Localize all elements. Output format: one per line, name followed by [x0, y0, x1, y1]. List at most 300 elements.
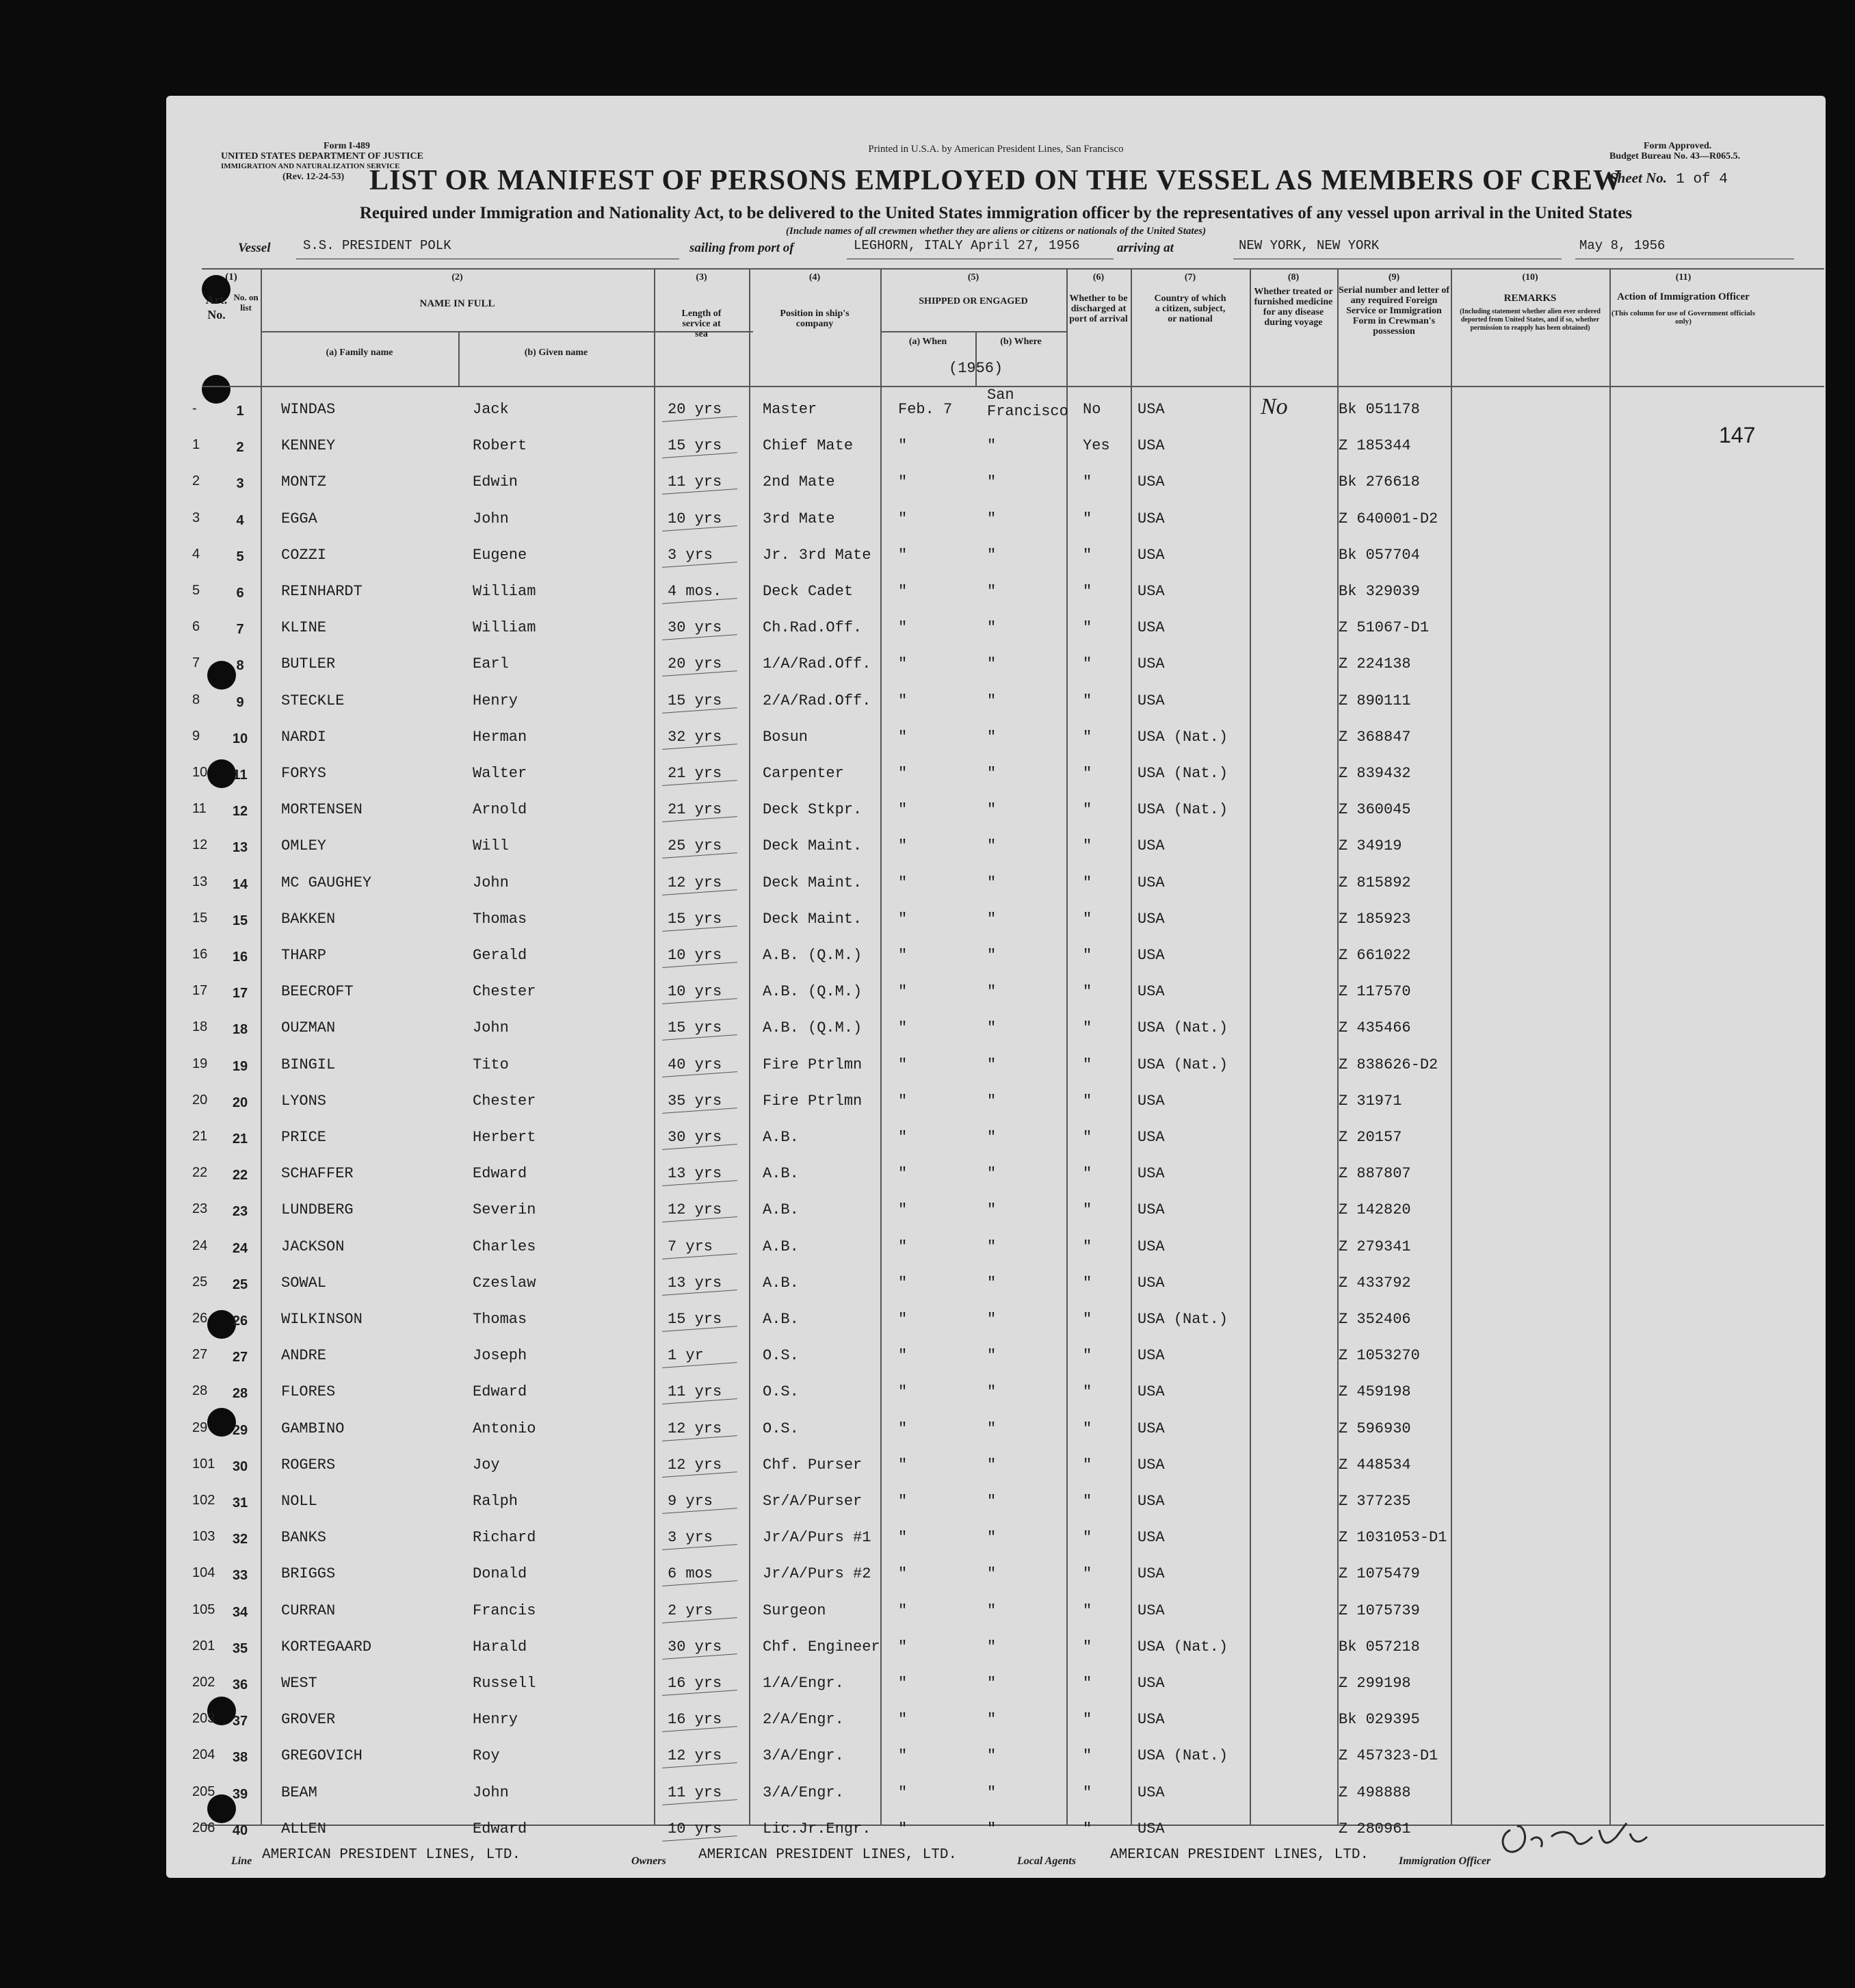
row-service: 15 yrs [668, 692, 722, 709]
row-where: " [987, 437, 997, 454]
row-country: USA [1137, 619, 1165, 636]
row-family-name: SCHAFFER [281, 1165, 354, 1182]
row-when: " [898, 1675, 908, 1692]
row-where: " [987, 1602, 997, 1619]
row-service: 16 yrs [668, 1711, 722, 1728]
row-given-name: Thomas [473, 1311, 527, 1328]
row-list-no: 1 [236, 404, 244, 419]
row-service: 12 yrs [668, 1201, 722, 1218]
row-serial: Z 142820 [1339, 1201, 1411, 1218]
row-given-name: John [473, 1784, 509, 1801]
row-family-name: SOWAL [281, 1274, 327, 1292]
row-serial: Z 51067-D1 [1339, 619, 1430, 636]
table-row [166, 1595, 1826, 1632]
row-where: " [987, 983, 997, 1000]
row-art-no: 7 [192, 655, 200, 670]
row-country: USA [1137, 1784, 1165, 1801]
row-list-no: 21 [232, 1132, 248, 1147]
agents-value: AMERICAN PRESIDENT LINES, LTD. [1110, 1847, 1369, 1863]
row-serial: Z 20157 [1339, 1129, 1402, 1146]
row-position: A.B. [763, 1201, 799, 1218]
row-when: " [898, 1420, 908, 1437]
row-art-no: 2 [192, 473, 200, 488]
row-list-no: 19 [232, 1059, 248, 1074]
row-country: USA [1137, 401, 1165, 418]
row-list-no: 3 [236, 476, 244, 491]
row-given-name: Joy [473, 1456, 500, 1474]
vessel-name: S.S. PRESIDENT POLK [303, 238, 451, 253]
row-given-name: Charles [473, 1238, 536, 1255]
table-row [166, 430, 1826, 467]
row-discharged: No [1083, 401, 1101, 418]
row-position: Bosun [763, 729, 808, 746]
row-serial: Bk 276618 [1339, 473, 1420, 491]
arriving-label: arriving at [1117, 241, 1174, 255]
row-service: 40 yrs [668, 1056, 722, 1073]
row-serial: Z 596930 [1339, 1420, 1411, 1437]
approval-block [1609, 141, 1740, 161]
row-where: " [987, 655, 997, 672]
row-position: Lic.Jr.Engr. [763, 1820, 871, 1837]
row-given-name: Edward [473, 1383, 527, 1400]
row-service: 30 yrs [668, 619, 722, 636]
row-list-no: 31 [232, 1495, 248, 1510]
row-where: " [987, 1711, 997, 1728]
row-serial: Z 890111 [1339, 692, 1411, 709]
row-art-no: 20 [192, 1093, 208, 1108]
row-list-no: 37 [232, 1714, 248, 1729]
row-service: 12 yrs [668, 1456, 722, 1474]
row-art-no: 18 [192, 1019, 208, 1034]
table-row [166, 387, 1826, 430]
row-position: O.S. [763, 1420, 799, 1437]
row-list-no: 30 [232, 1459, 248, 1474]
row-position: A.B. [763, 1274, 799, 1292]
table-row [166, 1740, 1826, 1777]
table-row [166, 976, 1826, 1012]
row-when: " [898, 911, 908, 928]
row-list-no: 6 [236, 586, 244, 601]
row-family-name: KLINE [281, 619, 327, 636]
row-serial: Z 887807 [1339, 1165, 1411, 1182]
row-position: 2/A/Rad.Off. [763, 692, 871, 709]
row-position: 1/A/Rad.Off. [763, 655, 871, 672]
row-family-name: BRIGGS [281, 1565, 336, 1582]
row-discharged: " [1083, 1347, 1092, 1364]
row-where: " [987, 547, 997, 564]
row-family-name: MC GAUGHEY [281, 874, 372, 891]
row-family-name: NARDI [281, 729, 327, 746]
vessel-info-row [166, 238, 1826, 259]
row-family-name: MORTENSEN [281, 801, 363, 818]
row-service: 35 yrs [668, 1093, 722, 1110]
row-art-no: 101 [192, 1456, 215, 1472]
row-when: " [898, 1456, 908, 1474]
row-service: 11 yrs [668, 473, 722, 491]
row-given-name: Will [473, 837, 509, 854]
row-serial: Z 640001-D2 [1339, 510, 1438, 527]
row-when: " [898, 947, 908, 964]
row-service: 15 yrs [668, 1019, 722, 1036]
row-country: USA [1137, 947, 1165, 964]
row-list-no: 36 [232, 1677, 248, 1692]
row-service: 15 yrs [668, 437, 722, 454]
row-when: " [898, 1274, 908, 1292]
row-country: USA [1137, 583, 1165, 600]
row-discharged: " [1083, 583, 1092, 600]
row-family-name: MONTZ [281, 473, 327, 491]
row-given-name: Edward [473, 1820, 527, 1837]
row-where: " [987, 1129, 997, 1146]
table-row [166, 1086, 1826, 1122]
row-service: 12 yrs [668, 1420, 722, 1437]
row-discharged: " [1083, 1638, 1092, 1656]
row-family-name: THARP [281, 947, 327, 964]
row-family-name: OMLEY [281, 837, 327, 854]
row-serial: Bk 329039 [1339, 583, 1420, 600]
row-family-name: WINDAS [281, 401, 336, 418]
row-serial: Z 815892 [1339, 874, 1411, 891]
row-discharged: " [1083, 1820, 1092, 1837]
row-position: Fire Ptrlmn [763, 1056, 863, 1073]
row-family-name: BEAM [281, 1784, 317, 1801]
row-position: Jr/A/Purs #2 [763, 1565, 871, 1582]
row-given-name: Gerald [473, 947, 527, 964]
row-serial: Bk 057704 [1339, 547, 1420, 564]
row-position: 3rd Mate [763, 510, 835, 527]
row-discharged: " [1083, 1602, 1092, 1619]
service-name: IMMIGRATION AND NATURALIZATION SERVICE [221, 162, 400, 170]
table-row [166, 1668, 1826, 1704]
row-art-no: 104 [192, 1565, 215, 1580]
row-art-no: 205 [192, 1784, 215, 1799]
row-given-name: Walter [473, 765, 527, 782]
row-medicine: No [1261, 394, 1288, 419]
table-row [166, 1340, 1826, 1376]
row-family-name: GREGOVICH [281, 1747, 363, 1764]
row-art-no: 26 [192, 1311, 208, 1326]
table-row [166, 1194, 1826, 1231]
row-serial: Z 185344 [1339, 437, 1411, 454]
row-given-name: John [473, 874, 509, 891]
row-service: 30 yrs [668, 1129, 722, 1146]
row-where: " [987, 1165, 997, 1182]
arrival-date: May 8, 1956 [1579, 238, 1666, 253]
row-family-name: CURRAN [281, 1602, 336, 1619]
row-list-no: 34 [232, 1605, 248, 1620]
row-position: Deck Cadet [763, 583, 854, 600]
table-row [166, 1231, 1826, 1268]
officer-label: Immigration Officer [1399, 1855, 1491, 1867]
row-discharged: " [1083, 1056, 1092, 1073]
row-where: " [987, 911, 997, 928]
row-when: " [898, 1311, 908, 1328]
row-serial: Z 459198 [1339, 1383, 1411, 1400]
row-position: A.B. [763, 1165, 799, 1182]
row-country: USA (Nat.) [1137, 801, 1228, 818]
row-list-no: 4 [236, 513, 244, 528]
row-serial: Z 1031053-D1 [1339, 1529, 1447, 1546]
row-country: USA [1137, 1238, 1165, 1255]
row-position: 2nd Mate [763, 473, 835, 491]
row-given-name: Eugene [473, 547, 527, 564]
row-country: USA [1137, 837, 1165, 854]
row-given-name: Robert [473, 437, 527, 454]
row-country: USA (Nat.) [1137, 1638, 1228, 1656]
row-given-name: Henry [473, 1711, 518, 1728]
row-country: USA [1137, 1129, 1165, 1146]
agents-label: Local Agents [1017, 1855, 1077, 1867]
row-given-name: Herbert [473, 1129, 536, 1146]
sheet-label: Sheet No. [1609, 170, 1667, 186]
row-family-name: GAMBINO [281, 1420, 345, 1437]
row-when: " [898, 1019, 908, 1036]
row-position: O.S. [763, 1383, 799, 1400]
table-row [166, 1450, 1826, 1486]
row-given-name: Chester [473, 1093, 536, 1110]
row-list-no: 24 [232, 1241, 248, 1256]
row-where: " [987, 837, 997, 854]
row-discharged: " [1083, 1274, 1092, 1292]
col-country: (7) Country of which a citizen, subject, or national [1154, 272, 1226, 324]
line-value: AMERICAN PRESIDENT LINES, LTD. [262, 1847, 521, 1863]
table-row [166, 904, 1826, 940]
row-discharged: " [1083, 765, 1092, 782]
row-art-no: 102 [192, 1493, 215, 1508]
table-row [166, 1122, 1826, 1158]
row-list-no: 8 [236, 658, 244, 673]
row-when: " [898, 1711, 908, 1728]
row-discharged: " [1083, 874, 1092, 891]
row-list-no: 22 [232, 1168, 248, 1183]
row-serial: Z 299198 [1339, 1675, 1411, 1692]
row-serial: Z 368847 [1339, 729, 1411, 746]
row-country: USA [1137, 1165, 1165, 1182]
row-where: " [987, 510, 997, 527]
row-service: 15 yrs [668, 1311, 722, 1328]
row-discharged: " [1083, 729, 1092, 746]
row-serial: Z 352406 [1339, 1311, 1411, 1328]
row-position: A.B. [763, 1311, 799, 1328]
table-row [166, 830, 1826, 867]
budget-bureau: Budget Bureau No. 43—R065.5. [1609, 151, 1741, 161]
row-family-name: BANKS [281, 1529, 327, 1546]
row-where: " [987, 801, 997, 818]
row-given-name: Tito [473, 1056, 509, 1073]
row-serial: Z 279341 [1339, 1238, 1411, 1255]
row-service: 4 mos. [668, 583, 722, 600]
row-family-name: REINHARDT [281, 583, 363, 600]
row-family-name: NOLL [281, 1493, 317, 1510]
table-row [166, 503, 1826, 540]
row-list-no: 20 [232, 1095, 248, 1110]
owners-value: AMERICAN PRESIDENT LINES, LTD. [698, 1847, 958, 1863]
row-when: " [898, 1093, 908, 1110]
vessel-label: Vessel [238, 241, 271, 255]
row-position: Deck Maint. [763, 837, 863, 854]
row-position: 2/A/Engr. [763, 1711, 844, 1728]
row-serial: Z 31971 [1339, 1093, 1402, 1110]
row-list-no: 14 [232, 877, 248, 892]
row-list-no: 10 [232, 731, 248, 746]
manifest-title: LIST OR MANIFEST OF PERSONS EMPLOYED ON THE VESSEL AS MEMBERS OF CREW [369, 165, 1622, 196]
col-discharged: (6) Whether to be discharged at port of arrival [1069, 272, 1128, 324]
row-when: " [898, 1747, 908, 1764]
row-art-no: 1 [192, 437, 200, 452]
row-when: " [898, 1347, 908, 1364]
row-art-no: 13 [192, 874, 208, 889]
row-country: USA [1137, 1675, 1165, 1692]
row-when: " [898, 1165, 908, 1182]
row-service: 12 yrs [668, 874, 722, 891]
table-row [166, 867, 1826, 904]
row-given-name: Czeslaw [473, 1274, 536, 1292]
row-service: 13 yrs [668, 1274, 722, 1292]
table-row [166, 540, 1826, 576]
page-stamp-number: 147 [1719, 423, 1756, 447]
table-row [166, 940, 1826, 976]
table-row [166, 467, 1826, 503]
table-row [166, 649, 1826, 685]
row-when: " [898, 983, 908, 1000]
row-where: " [987, 1638, 997, 1656]
row-where: " [987, 1565, 997, 1582]
row-serial: Z 435466 [1339, 1019, 1411, 1036]
row-art-no: 15 [192, 911, 208, 926]
row-service: 9 yrs [668, 1493, 713, 1510]
row-country: USA [1137, 911, 1165, 928]
row-position: Deck Maint. [763, 874, 863, 891]
row-service: 12 yrs [668, 1747, 722, 1764]
table-row [166, 1522, 1826, 1558]
row-when: " [898, 874, 908, 891]
row-service: 21 yrs [668, 801, 722, 818]
row-list-no: 13 [232, 840, 248, 855]
row-when: " [898, 547, 908, 564]
row-discharged: " [1083, 1675, 1092, 1692]
row-family-name: ANDRE [281, 1347, 327, 1364]
row-list-no: 17 [232, 986, 248, 1001]
row-where: " [987, 874, 997, 891]
row-serial: Z 498888 [1339, 1784, 1411, 1801]
row-given-name: Herman [473, 729, 527, 746]
row-given-name: Donald [473, 1565, 527, 1582]
row-family-name: KORTEGAARD [281, 1638, 372, 1656]
row-where: " [987, 1093, 997, 1110]
line-label: Line [231, 1855, 252, 1867]
row-given-name: Ralph [473, 1493, 518, 1510]
table-row [166, 722, 1826, 758]
col-when: (a) When [908, 337, 947, 347]
row-list-no: 35 [232, 1641, 248, 1656]
row-discharged: " [1083, 1420, 1092, 1437]
row-art-no: 103 [192, 1529, 215, 1544]
row-family-name: BINGIL [281, 1056, 336, 1073]
row-position: Carpenter [763, 765, 844, 782]
row-position: A.B. (Q.M.) [763, 1019, 863, 1036]
row-discharged: " [1083, 1711, 1092, 1728]
row-discharged: " [1083, 801, 1092, 818]
row-service: 25 yrs [668, 837, 722, 854]
row-service: 13 yrs [668, 1165, 722, 1182]
col-where: (b) Where [1000, 337, 1042, 347]
row-discharged: " [1083, 510, 1092, 527]
col-serial: (9) Serial number and letter of any required Foreign Service or Immigration Form in Crewman's possession [1338, 272, 1450, 337]
row-country: USA [1137, 874, 1165, 891]
row-discharged: " [1083, 911, 1092, 928]
row-discharged: " [1083, 1456, 1092, 1474]
row-discharged: " [1083, 619, 1092, 636]
row-position: O.S. [763, 1347, 799, 1364]
row-given-name: Francis [473, 1602, 536, 1619]
row-country: USA (Nat.) [1137, 1056, 1228, 1073]
row-given-name: William [473, 583, 536, 600]
row-given-name: Richard [473, 1529, 536, 1546]
row-list-no: 33 [232, 1568, 248, 1583]
manifest-subtitle: Required under Immigration and Nationality Act, to be delivered to the United States immigration officer by the representatives of any vessel upon arrival in the United States [359, 204, 1633, 222]
table-row [166, 1268, 1826, 1304]
table-row [166, 794, 1826, 830]
row-serial: Z 433792 [1339, 1274, 1411, 1292]
sheet-value: 1 of 4 [1676, 172, 1728, 187]
row-where: " [987, 729, 997, 746]
row-position: Chf. Engineer [763, 1638, 880, 1656]
row-when: " [898, 765, 908, 782]
row-discharged: " [1083, 1383, 1092, 1400]
row-given-name: John [473, 510, 509, 527]
row-country: USA [1137, 983, 1165, 1000]
row-family-name: WILKINSON [281, 1311, 363, 1328]
row-list-no: 29 [232, 1423, 248, 1438]
row-position: Master [763, 401, 817, 418]
row-art-no: 24 [192, 1238, 208, 1253]
row-art-no: 4 [192, 547, 200, 562]
row-position: Chf. Purser [763, 1456, 863, 1474]
row-where: " [987, 1056, 997, 1073]
table-row [166, 1376, 1826, 1413]
row-where: " [987, 1347, 997, 1364]
row-discharged: " [1083, 1565, 1092, 1582]
row-where: San Francisco [987, 387, 1068, 420]
table-row [166, 1413, 1826, 1450]
revision: (Rev. 12-24-53) [282, 172, 345, 182]
row-where: " [987, 619, 997, 636]
row-serial: Z 1075739 [1339, 1602, 1420, 1619]
row-serial: Z 377235 [1339, 1493, 1411, 1510]
row-art-no: 16 [192, 947, 208, 962]
row-family-name: FORYS [281, 765, 327, 782]
row-given-name: Arnold [473, 801, 527, 818]
table-row [166, 1486, 1826, 1522]
table-row [166, 576, 1826, 612]
row-discharged: " [1083, 1529, 1092, 1546]
row-list-no: 28 [232, 1386, 248, 1401]
row-country: USA [1137, 1201, 1165, 1218]
row-country: USA (Nat.) [1137, 1311, 1228, 1328]
row-discharged: " [1083, 1165, 1092, 1182]
row-list-no: 11 [233, 768, 248, 783]
manifest-sheet [166, 96, 1826, 1878]
row-country: USA (Nat.) [1137, 1747, 1228, 1764]
row-given-name: William [473, 619, 536, 636]
row-given-name: Edward [473, 1165, 527, 1182]
officer-signature [1490, 1809, 1654, 1864]
col-no-label: No. on list [233, 292, 259, 313]
row-given-name: Earl [473, 655, 509, 672]
row-when: " [898, 619, 908, 636]
row-service: 30 yrs [668, 1638, 722, 1656]
table-row [166, 1012, 1826, 1049]
